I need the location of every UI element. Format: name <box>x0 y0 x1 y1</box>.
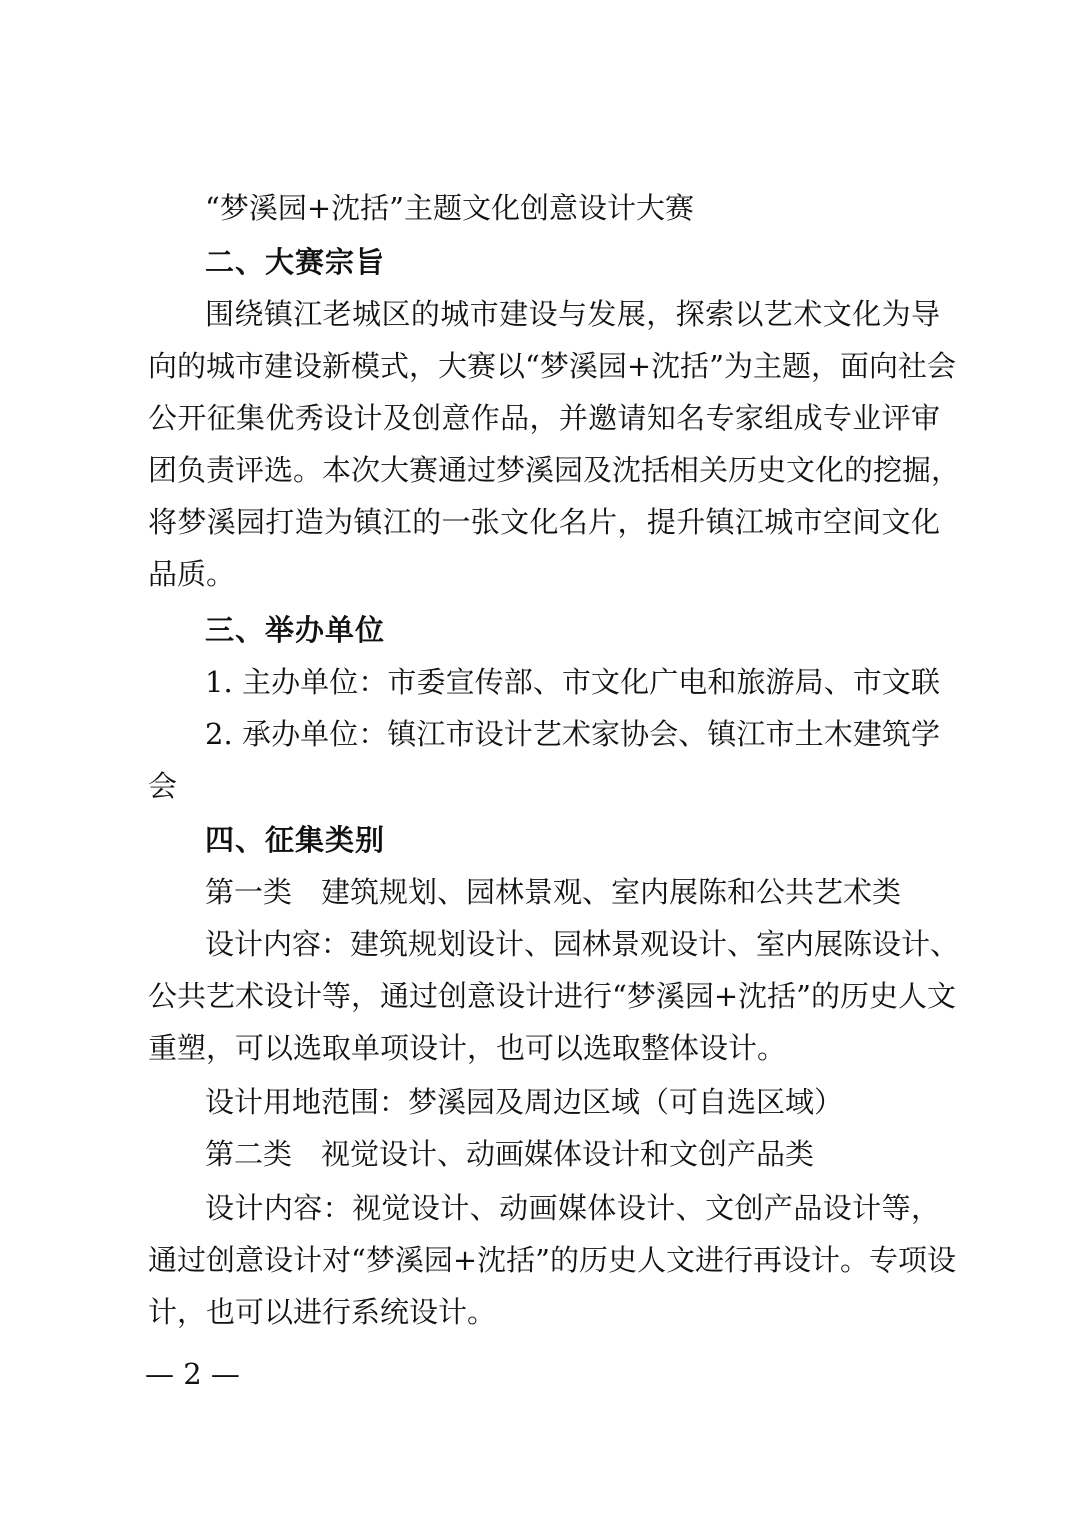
paragraph-line: 设计内容：建筑规划设计、园林景观设计、室内展陈设计、 <box>205 927 960 961</box>
paragraph-line: 重塑，可以选取单项设计，也可以选取整体设计。 <box>148 1031 787 1065</box>
paragraph-line: 通过创意设计对“梦溪园+沈括”的历史人文进行再设计。专项设 <box>148 1243 956 1277</box>
category-1-scope: 设计用地范围：梦溪园及周边区域（可自选区域） <box>205 1085 844 1119</box>
organizer-item-undertaker: 2. 承办单位：镇江市设计艺术家协会、镇江市土木建筑学 <box>205 717 940 751</box>
paragraph-line: 计，也可以进行系统设计。 <box>148 1295 497 1329</box>
paragraph-line: 围绕镇江老城区的城市建设与发展，探索以艺术文化为导 <box>205 297 940 331</box>
paragraph-line: 将梦溪园打造为镇江的一张文化名片，提升镇江城市空间文化 <box>148 505 940 539</box>
paragraph-line: 公共艺术设计等，通过创意设计进行“梦溪园+沈括”的历史人文 <box>148 979 956 1013</box>
category-1-title: 第一类 建筑规划、园林景观、室内展陈和公共艺术类 <box>205 875 902 909</box>
paragraph-line: 团负责评选。本次大赛通过梦溪园及沈括相关历史文化的挖掘， <box>148 453 961 487</box>
section-heading-purpose: 二、大赛宗旨 <box>205 245 386 279</box>
paragraph-line: 向的城市建设新模式，大赛以“梦溪园+沈括”为主题，面向社会 <box>148 349 956 383</box>
paragraph-line: 品质。 <box>148 557 236 591</box>
contest-title-line: “梦溪园+沈括”主题文化创意设计大赛 <box>205 191 694 225</box>
section-heading-categories: 四、征集类别 <box>205 823 386 857</box>
paragraph-line: 公开征集优秀设计及创意作品，并邀请知名专家组成专业评审 <box>148 401 940 435</box>
paragraph-line: 设计内容：视觉设计、动画媒体设计、文创产品设计等， <box>205 1191 940 1225</box>
paragraph-line: 会 <box>148 769 178 803</box>
organizer-item-host: 1. 主办单位：市委宣传部、市文化广电和旅游局、市文联 <box>205 665 940 699</box>
section-heading-organizers: 三、举办单位 <box>205 613 386 647</box>
page-number: — 2 — <box>145 1357 240 1391</box>
category-2-title: 第二类 视觉设计、动画媒体设计和文创产品类 <box>205 1137 815 1171</box>
